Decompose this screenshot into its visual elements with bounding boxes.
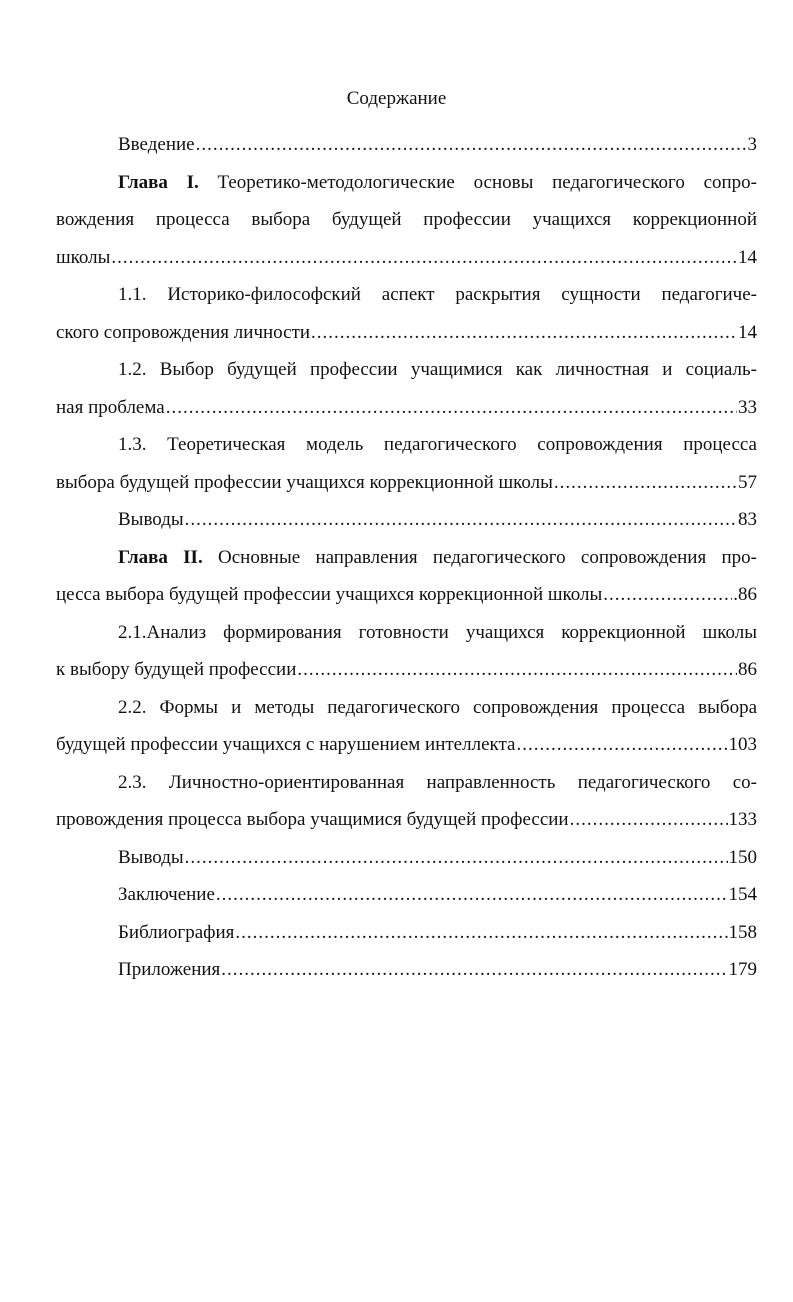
toc-entry-label: Заключение <box>118 884 215 905</box>
toc-page-number: 14 <box>738 321 757 343</box>
dot-leader <box>311 314 737 352</box>
toc-page-number: 103 <box>728 734 757 755</box>
toc-entry-section-1-1[interactable] <box>56 276 757 351</box>
toc-page-number: 33 <box>738 396 757 418</box>
dot-leader <box>166 389 737 427</box>
table-of-contents <box>56 126 757 989</box>
dot-leader <box>221 951 727 989</box>
chapter-prefix: Глава I. <box>118 171 199 193</box>
toc-entry-text: 1.1. Историко-философский аспект раскрытия сущности педагогиче- <box>118 284 757 305</box>
toc-entry-label: Приложения <box>118 959 221 980</box>
toc-entry-section-2-1[interactable] <box>56 614 757 689</box>
dot-leader <box>185 839 728 877</box>
toc-entry-text: будущей профессии учащихся с нарушением интеллекта <box>56 734 516 755</box>
toc-page-number: 57 <box>738 471 757 493</box>
toc-entry-appendices[interactable] <box>56 951 757 989</box>
dot-leader <box>516 726 727 764</box>
toc-entry-text: Основные направления педагогического сопровождения про- <box>218 546 757 568</box>
toc-entry-chapter-2[interactable] <box>56 539 757 614</box>
toc-page-number: 150 <box>728 846 757 868</box>
toc-page-number: 3 <box>747 134 757 155</box>
toc-entry-text: цесса выбора будущей профессии учащихся коррекционной школы <box>56 584 603 605</box>
toc-entry-section-1-2[interactable] <box>56 351 757 426</box>
toc-page-number: 83 <box>738 509 757 530</box>
toc-entry-text: 2.1.Анализ формирования готовности учащихся коррекционной школы <box>118 621 757 643</box>
dot-leader <box>570 801 728 839</box>
dot-leader <box>603 576 732 614</box>
dot-leader <box>554 464 737 502</box>
toc-entry-chapter-1[interactable] <box>56 164 757 277</box>
toc-entry-conclusions-2[interactable] <box>56 839 757 877</box>
chapter-prefix: Глава II. <box>118 546 203 568</box>
toc-entry-conclusions-1[interactable] <box>56 501 757 539</box>
toc-entry-bibliography[interactable] <box>56 914 757 952</box>
dot-leader <box>297 651 737 689</box>
toc-page-number: 154 <box>728 884 757 905</box>
toc-entry-text: 2.2. Формы и методы педагогического сопровождения процесса выбора <box>118 696 757 718</box>
toc-entry-text: Теоретико-методологические основы педагогического сопро- <box>217 171 757 193</box>
toc-entry-text: 1.2. Выбор будущей профессии учащимися как личностная и социаль- <box>118 359 757 380</box>
dot-leader <box>111 239 737 277</box>
toc-entry-label: Выводы <box>118 846 184 868</box>
toc-entry-section-2-2[interactable] <box>56 689 757 764</box>
toc-entry-text: 2.3. Личностно-ориентированная направленность педагогического со- <box>118 771 757 793</box>
page-title: Содержание <box>346 88 447 109</box>
dot-leader <box>216 876 728 914</box>
toc-entry-text: ского сопровождения личности <box>56 321 311 343</box>
toc-entry-section-2-3[interactable] <box>56 764 757 839</box>
toc-entry-text: вождения процесса выбора будущей профессии учащихся коррекционной <box>56 209 757 230</box>
toc-entry-text: школы <box>56 246 111 268</box>
dot-leader <box>185 501 737 539</box>
toc-entry-conclusion[interactable] <box>56 876 757 914</box>
toc-entry-text: провождения процесса выбора учащимися будущей профессии <box>56 809 569 830</box>
toc-page-number: 158 <box>728 921 757 943</box>
toc-entry-text: выбора будущей профессии учащихся коррекционной школы <box>56 471 553 493</box>
toc-page-number: 14 <box>738 246 757 268</box>
toc-page-number: 179 <box>728 959 757 980</box>
toc-page-number: .86 <box>733 584 757 605</box>
toc-entry-label: Введение <box>118 134 195 155</box>
dot-leader <box>196 126 747 164</box>
dot-leader <box>235 914 727 952</box>
toc-entry-text: ная проблема <box>56 396 165 418</box>
toc-entry-text: к выбору будущей профессии <box>56 659 297 680</box>
toc-entry-label: Выводы <box>118 509 184 530</box>
toc-entry-intro[interactable] <box>56 126 757 164</box>
toc-entry-label: Библиография <box>118 921 235 943</box>
toc-page-number: 86 <box>738 659 757 680</box>
toc-entry-section-1-3[interactable] <box>56 426 757 501</box>
toc-page-number: 133 <box>728 809 757 830</box>
toc-entry-text: 1.3. Теоретическая модель педагогического сопровождения процесса <box>118 434 757 455</box>
